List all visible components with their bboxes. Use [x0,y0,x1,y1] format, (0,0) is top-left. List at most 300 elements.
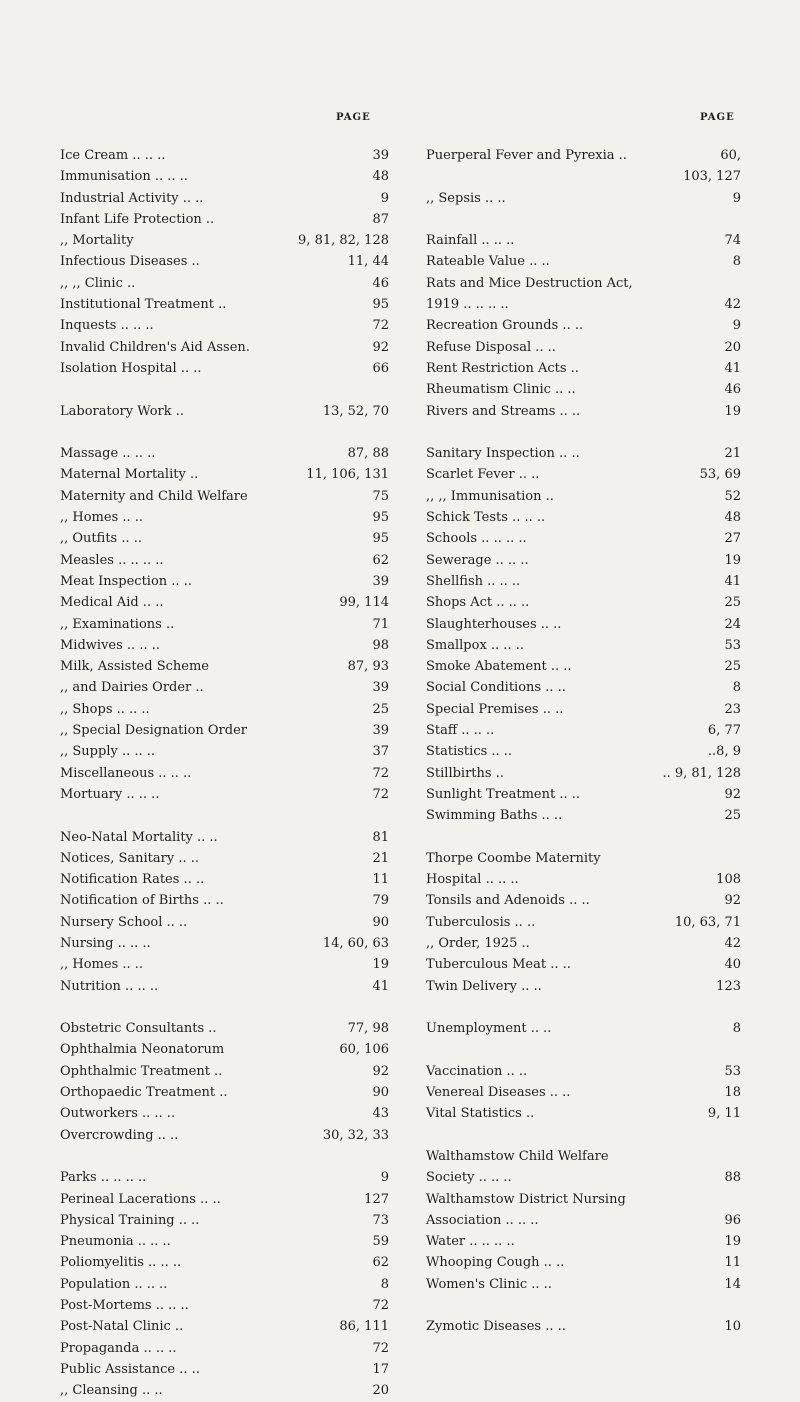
index-entry [60,1295,389,1316]
entry-label: Ice Cream .. .. .. [60,148,166,163]
index-entry [60,1316,389,1337]
entry-page-numbers: 72 [372,1298,389,1314]
entry-page-numbers: 11, 106, 131 [306,467,389,483]
entry-label: Poliomyelitis .. .. .. [60,1255,182,1271]
index-entry [426,1189,741,1210]
index-entry [426,166,741,187]
entry-label: Infectious Diseases .. [60,254,200,270]
index-entry [426,1082,741,1103]
entry-label: Nursing .. .. .. [60,935,151,951]
entry-page-numbers: 46 [724,382,741,398]
entry-page-numbers: 11 [724,1255,741,1271]
entry-page-numbers: 41 [372,978,389,994]
entry-page-numbers: 25 [724,595,741,611]
index-entry [60,1125,389,1146]
entry-page-numbers: 9 [380,190,389,206]
entry-page-numbers: 8 [732,254,741,270]
index-entry [426,635,741,656]
index-entry [426,1231,741,1252]
entry-label: Immunisation .. .. .. [60,169,188,185]
index-entry [426,592,741,613]
entry-label: Isolation Hospital .. .. [60,360,202,376]
entry-page-numbers: 40 [724,957,741,973]
index-entry [60,1146,389,1167]
entry-page-numbers: 9 [732,318,741,334]
entry-page-numbers: 103, 127 [683,169,741,185]
index-entry [426,571,741,592]
entry-label: Slaughterhouses .. .. [426,616,562,632]
index-entry [60,1061,389,1082]
entry-page-numbers: 39 [372,573,389,589]
index-entry [426,784,741,805]
entry-page-numbers: 74 [724,233,741,249]
entry-label: Hospital .. .. .. [426,872,519,888]
entry-label: Rainfall .. .. .. [426,233,515,249]
entry-label: ,, ,, Immunisation .. [426,488,554,504]
entry-label: Notification of Births .. .. [60,893,224,909]
entry-page-numbers: 95 [372,531,389,547]
entry-label: Notices, Sanitary .. .. [60,850,200,866]
entry-label: Neo-Natal Mortality .. .. [60,829,218,845]
entry-label: ,, and Dairies Order .. [60,680,204,696]
entry-label: Walthamstow District Nursing [426,1191,626,1207]
entry-label: ,, Mortality [60,233,134,249]
index-entry [426,890,741,911]
entry-label: Vital Statistics .. [426,1106,535,1122]
entry-page-numbers: 99, 114 [339,595,389,611]
index-entry [60,571,389,592]
entry-page-numbers: 71 [372,616,389,632]
entry-page-numbers: 77, 98 [347,1021,389,1037]
entry-label: Smallpox .. .. .. [426,637,524,653]
entry-page-numbers: 92 [372,1063,389,1079]
index-entry [60,550,389,571]
index-entry [426,699,741,720]
entry-label: Rats and Mice Destruction Act, [426,275,633,291]
entry-page-numbers: 19 [724,403,741,419]
index-entry [426,294,741,315]
index-entry [426,912,741,933]
entry-page-numbers: 13, 52, 70 [322,403,389,419]
entry-label: ,, Homes .. .. [60,957,144,973]
entry-label: Twin Delivery .. .. [426,978,542,994]
right-page-header: PAGE [700,112,735,123]
entry-page-numbers: 9 [732,190,741,206]
entry-label: Rivers and Streams .. .. [426,403,581,419]
entry-label: Maternal Mortality .. [60,467,199,483]
index-entry [60,614,389,635]
index-entry [60,656,389,677]
entry-page-numbers: 10, 63, 71 [674,914,741,930]
entry-label: Thorpe Coombe Maternity [426,850,601,866]
entry-page-numbers: ..8, 9 [707,744,741,760]
entry-label: Parks .. .. .. .. [60,1170,147,1186]
index-entry [60,1252,389,1273]
entry-label: Women's Clinic .. .. [426,1276,552,1292]
index-entry [60,315,389,336]
entry-page-numbers: 20 [372,1383,389,1399]
index-entry [426,1103,741,1124]
index-entry [426,1167,741,1188]
entry-label: Infant Life Protection .. [60,211,215,227]
index-entry [60,1231,389,1252]
entry-page-numbers: 42 [724,935,741,951]
index-entry [60,401,389,422]
index-entry [60,784,389,805]
index-entry [426,805,741,826]
index-entry [60,763,389,784]
entry-label: Tuberculosis .. .. [426,914,536,930]
index-entry [60,720,389,741]
entry-page-numbers: 21 [724,446,741,462]
index-entry [426,145,741,166]
index-entry [60,251,389,272]
entry-label: Invalid Children's Aid Assen. [60,339,250,355]
entry-page-numbers: 98 [372,637,389,653]
entry-page-numbers: 11 [372,872,389,888]
index-entry [60,145,389,166]
entry-label: Ophthalmic Treatment .. [60,1063,223,1079]
entry-page-numbers: 95 [372,297,389,313]
index-entry [60,209,389,230]
entry-page-numbers: 92 [724,893,741,909]
index-entry [426,1210,741,1231]
index-entry [426,1125,741,1146]
entry-label: Population .. .. .. [60,1276,168,1292]
entry-label: Rent Restriction Acts .. [426,360,579,376]
entry-label: Walthamstow Child Welfare [426,1148,609,1164]
entry-label: Puerperal Fever and Pyrexia .. [426,148,627,163]
entry-label: Post-Natal Clinic .. [60,1319,184,1335]
index-entry [426,1274,741,1295]
entry-page-numbers: 8 [732,1021,741,1037]
index-entry [426,379,741,400]
entry-page-numbers: 53, 69 [699,467,741,483]
entry-page-numbers: 72 [372,765,389,781]
entry-page-numbers: 9, 11 [707,1106,741,1122]
entry-page-numbers: 73 [372,1212,389,1228]
entry-label: Shellfish .. .. .. [426,573,521,589]
entry-label: Vaccination .. .. [426,1063,528,1079]
index-entry [60,954,389,975]
entry-label: Overcrowding .. .. [60,1127,179,1143]
index-entry [60,869,389,890]
right-index-column [426,145,741,1338]
entry-label: Laboratory Work .. [60,403,185,419]
entry-page-numbers: 14 [724,1276,741,1292]
entry-label: Inquests .. .. .. [60,318,154,334]
index-entry [426,486,741,507]
index-entry [426,656,741,677]
index-entry [60,528,389,549]
entry-label: ,, Shops .. .. .. [60,701,150,717]
entry-label: Industrial Activity .. .. [60,190,204,206]
entry-page-numbers: 37 [372,744,389,760]
entry-label: Whooping Cough .. .. [426,1255,565,1271]
index-entry [426,1252,741,1273]
index-entry [60,1380,389,1401]
entry-label: Nutrition .. .. .. [60,978,159,994]
entry-label: ,, Supply .. .. .. [60,744,156,760]
entry-label: Venereal Diseases .. .. [426,1085,571,1101]
index-entry [426,550,741,571]
entry-page-numbers: 43 [372,1106,389,1122]
entry-page-numbers: 9, 81, 82, 128 [298,233,389,249]
index-entry [60,677,389,698]
entry-page-numbers: 25 [372,701,389,717]
entry-page-numbers: 39 [372,148,389,163]
entry-label: Notification Rates .. .. [60,872,205,888]
entry-page-numbers: 88 [724,1170,741,1186]
index-entry [426,337,741,358]
entry-page-numbers: 10 [724,1319,741,1335]
entry-page-numbers: 53 [724,1063,741,1079]
index-entry [60,1103,389,1124]
entry-label: Special Premises .. .. [426,701,564,717]
entry-page-numbers: 72 [372,786,389,802]
entry-page-numbers: 25 [724,659,741,675]
entry-page-numbers: 42 [724,297,741,313]
entry-page-numbers: 123 [716,978,741,994]
entry-page-numbers: 75 [372,488,389,504]
index-entry [426,1316,741,1337]
index-entry [426,869,741,890]
entry-label: Rheumatism Clinic .. .. [426,382,576,398]
entry-label: ,, Cleansing .. .. [60,1383,163,1399]
left-index-column [60,145,389,1402]
entry-label: Physical Training .. .. [60,1212,200,1228]
entry-label: ,, Examinations .. [60,616,175,632]
index-entry [426,464,741,485]
index-entry [60,1338,389,1359]
entry-page-numbers: 41 [724,360,741,376]
entry-page-numbers: 8 [380,1276,389,1292]
entry-page-numbers: 25 [724,808,741,824]
index-entry [60,997,389,1018]
entry-label: ,, Order, 1925 .. [426,935,530,951]
entry-label: ,, Special Designation Order [60,723,248,739]
entry-label: Rateable Value .. .. [426,254,550,270]
index-entry [426,1018,741,1039]
index-entry [60,635,389,656]
entry-page-numbers: 30, 32, 33 [322,1127,389,1143]
entry-label: Miscellaneous .. .. .. [60,765,192,781]
entry-label: Schick Tests .. .. .. [426,510,546,526]
entry-label: Medical Aid .. .. [60,595,164,611]
entry-label: Smoke Abatement .. .. [426,659,572,675]
index-entry [426,848,741,869]
index-entry [60,294,389,315]
entry-label: Refuse Disposal .. .. [426,339,556,355]
entry-label: Sewerage .. .. .. [426,552,529,568]
entry-page-numbers: 96 [724,1212,741,1228]
index-entry [426,677,741,698]
entry-page-numbers: 39 [372,680,389,696]
index-entry [60,443,389,464]
entry-page-numbers: 17 [372,1361,389,1377]
entry-label: Obstetric Consultants .. [60,1021,217,1037]
index-entry [60,486,389,507]
entry-page-numbers: 39 [372,723,389,739]
index-entry [60,976,389,997]
index-entry [60,379,389,400]
index-entry [426,209,741,230]
entry-label: Outworkers .. .. .. [60,1106,176,1122]
entry-label: Statistics .. .. [426,744,513,760]
index-entry [426,1039,741,1060]
index-entry [426,230,741,251]
entry-page-numbers: 19 [372,957,389,973]
index-entry [426,315,741,336]
entry-page-numbers: 53 [724,637,741,653]
entry-page-numbers: 127 [364,1191,389,1207]
index-entry [426,763,741,784]
entry-label: Zymotic Diseases .. .. [426,1319,566,1335]
index-entry [60,273,389,294]
index-entry [426,422,741,443]
entry-page-numbers: 59 [372,1234,389,1250]
index-entry [60,912,389,933]
index-entry [60,1359,389,1380]
entry-label: Milk, Assisted Scheme [60,659,209,675]
entry-label: Tuberculous Meat .. .. [426,957,571,973]
entry-label: ,, Sepsis .. .. [426,190,506,206]
entry-label: Recreation Grounds .. .. [426,318,584,334]
index-entry [60,422,389,443]
index-entry [60,741,389,762]
entry-label: Pneumonia .. .. .. [60,1234,171,1250]
index-entry [426,1146,741,1167]
entry-label: Stillbirths .. [426,765,504,781]
entry-page-numbers: 48 [724,510,741,526]
index-entry [60,699,389,720]
entry-label: Ophthalmia Neonatorum [60,1042,225,1058]
entry-label: 1919 .. .. .. .. [426,297,509,313]
index-entry [426,614,741,635]
entry-label: Maternity and Child Welfare [60,488,248,504]
index-entry [426,1295,741,1316]
index-entry [60,230,389,251]
entry-page-numbers: 86, 111 [339,1319,389,1335]
entry-label: Society .. .. .. [426,1170,512,1186]
index-entry [60,1018,389,1039]
entry-page-numbers: 72 [372,1340,389,1356]
entry-page-numbers: 87, 93 [347,659,389,675]
entry-label: Scarlet Fever .. .. [426,467,540,483]
index-entry [426,954,741,975]
entry-page-numbers: 27 [724,531,741,547]
entry-label: Perineal Lacerations .. .. [60,1191,221,1207]
index-entry [60,592,389,613]
entry-page-numbers: 92 [372,339,389,355]
index-entry [426,507,741,528]
entry-label: Massage .. .. .. [60,446,156,462]
entry-page-numbers: 62 [372,1255,389,1271]
entry-label: Nursery School .. .. [60,914,188,930]
index-entry [60,166,389,187]
entry-page-numbers: 108 [716,872,741,888]
entry-label: Institutional Treatment .. [60,297,227,313]
index-entry [426,358,741,379]
index-entry [426,273,741,294]
entry-label: Midwives .. .. .. [60,637,160,653]
entry-page-numbers: 6, 77 [707,723,741,739]
index-entry [426,251,741,272]
index-entry [60,848,389,869]
entry-label: Sanitary Inspection .. .. [426,446,580,462]
index-entry [60,464,389,485]
entry-page-numbers: 24 [724,616,741,632]
index-entry [60,337,389,358]
entry-page-numbers: 92 [724,786,741,802]
index-entry [60,890,389,911]
entry-label: Schools .. .. .. .. [426,531,527,547]
entry-page-numbers: 79 [372,893,389,909]
entry-label: Measles .. .. .. .. [60,552,164,568]
entry-label: Orthopaedic Treatment .. [60,1085,228,1101]
entry-label: Swimming Baths .. .. [426,808,563,824]
index-entry [60,1274,389,1295]
index-entry [426,528,741,549]
index-entry [426,401,741,422]
entry-label: Sunlight Treatment .. .. [426,786,580,802]
index-entry [60,358,389,379]
left-page-header: PAGE [336,112,371,123]
entry-label: ,, Homes .. .. [60,510,144,526]
index-entry [426,741,741,762]
entry-page-numbers: 60, 106 [339,1042,389,1058]
entry-page-numbers: 48 [372,169,389,185]
entry-page-numbers: 95 [372,510,389,526]
index-entry [60,1082,389,1103]
index-entry [60,1167,389,1188]
index-entry [426,933,741,954]
entry-page-numbers: 62 [372,552,389,568]
entry-page-numbers: 14, 60, 63 [322,935,389,951]
entry-label: Post-Mortems .. .. .. [60,1298,189,1314]
index-entry [60,507,389,528]
index-entry [60,1039,389,1060]
index-entry [426,443,741,464]
entry-label: Mortuary .. .. .. [60,786,160,802]
entry-label: Tonsils and Adenoids .. .. [426,893,590,909]
entry-page-numbers: 60, [720,148,741,163]
entry-page-numbers: 81 [372,829,389,845]
entry-page-numbers: 90 [372,1085,389,1101]
entry-page-numbers: 41 [724,573,741,589]
entry-page-numbers: 21 [372,850,389,866]
index-entry [426,976,741,997]
entry-page-numbers: 19 [724,552,741,568]
entry-label: Social Conditions .. .. [426,680,566,696]
entry-label: ,, ,, Clinic .. [60,275,136,291]
index-entry [60,1210,389,1231]
entry-label: Public Assistance .. .. [60,1361,200,1377]
entry-page-numbers: 18 [724,1085,741,1101]
entry-label: ,, Outfits .. .. [60,531,143,547]
entry-page-numbers: .. 9, 81, 128 [662,765,741,781]
entry-page-numbers: 19 [724,1234,741,1250]
entry-page-numbers: 72 [372,318,389,334]
entry-label: Meat Inspection .. .. [60,573,192,589]
entry-label: Staff .. .. .. [426,723,495,739]
index-entry [60,933,389,954]
entry-page-numbers: 46 [372,275,389,291]
index-entry [60,188,389,209]
entry-page-numbers: 52 [724,488,741,504]
entry-page-numbers: 20 [724,339,741,355]
entry-page-numbers: 23 [724,701,741,717]
